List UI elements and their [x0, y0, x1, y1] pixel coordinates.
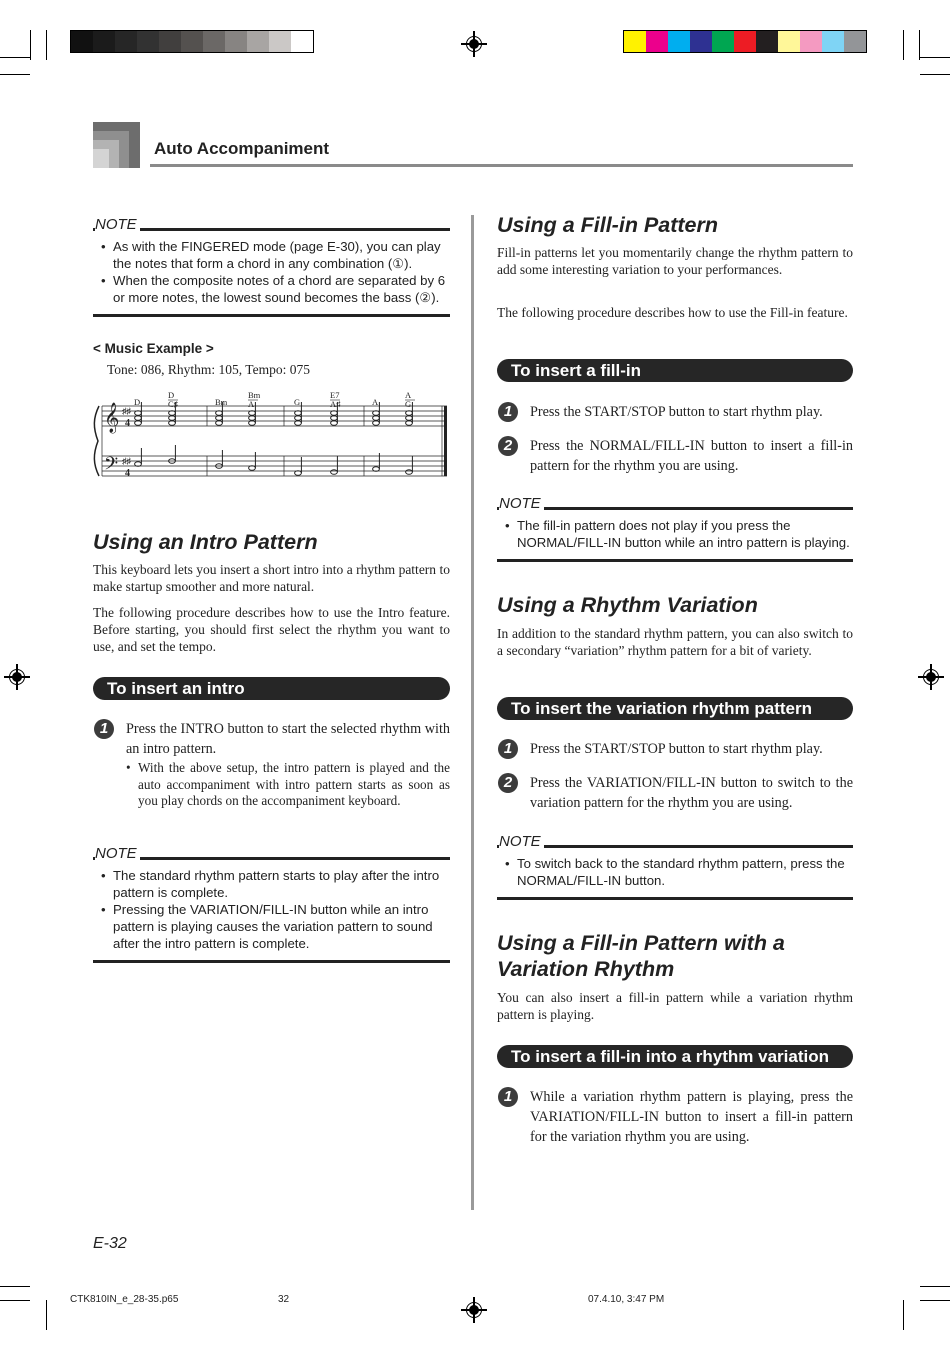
step-text: Press the INTRO button to start the selected rhythm with an intro pattern. [126, 721, 450, 757]
note-head [295, 416, 302, 421]
note-head [249, 421, 256, 426]
note-head [406, 416, 413, 421]
calibration-swatch [712, 31, 734, 52]
procedure-bar-variation: To insert the variation rhythm pattern [497, 697, 853, 720]
step-subnote-text: With the above setup, the intro pattern is played and the auto accompaniment with intro pattern starts as soon as you play chords on the accompaniment keyboard. [138, 760, 450, 808]
calibration-swatch [71, 31, 93, 52]
svg-text:𝄢: 𝄢 [104, 454, 119, 479]
registration-mark-icon [4, 664, 30, 690]
chord-bass-label: A [248, 399, 255, 409]
note-head [135, 421, 142, 426]
note-head [373, 416, 380, 421]
note-item: • Pressing the VARIATION/FILL-IN button while an intro pattern is playing causes the variation pattern to sound after the intro pattern is complete. [93, 901, 450, 952]
bass-note-head [331, 470, 338, 475]
chord-bass-label: G [405, 399, 412, 409]
note-head [249, 411, 256, 416]
chord-label: D [134, 397, 141, 407]
calibration-swatch [800, 31, 822, 52]
bass-note-head [249, 466, 256, 471]
note-head [406, 411, 413, 416]
note-head [331, 411, 338, 416]
bass-note-head [373, 467, 380, 472]
section-heading-intro: Using an Intro Pattern [93, 530, 318, 554]
fillin-paragraph: The following procedure describes how to use the Fill-in feature. [497, 305, 848, 320]
note-head [373, 421, 380, 426]
step-number-icon: 2 [498, 773, 518, 793]
chord-label: E7 [330, 390, 340, 400]
variation-paragraph: In addition to the standard rhythm pattern, you can also switch to a secondary “variation” rhythm pattern for a bit of variety. [497, 626, 853, 658]
note-item: • As with the FINGERED mode (page E-30), you can play the notes that form a chord in any combination (①). [93, 238, 450, 272]
chord-label: A [405, 390, 412, 400]
note-head [135, 411, 142, 416]
chord-label: D [168, 390, 175, 400]
music-example-label: < Music Example > [93, 341, 214, 356]
note-head [216, 416, 223, 421]
calibration-swatch [646, 31, 668, 52]
intro-paragraph: This keyboard lets you insert a short intro into a rhythm pattern to make startup smoother and more natural. [93, 562, 450, 594]
calibration-swatch [756, 31, 778, 52]
note-box [93, 845, 450, 963]
calibration-swatch [844, 31, 866, 52]
bass-note-head [406, 470, 413, 475]
svg-text:♯♯: ♯♯ [122, 456, 131, 466]
chord-bass-label: C♯ [168, 399, 178, 409]
calibration-swatch [668, 31, 690, 52]
note-head [135, 416, 142, 421]
step-text: While a variation rhythm pattern is playing, press the VARIATION/FILL-IN button to insert a fill-in pattern for the variation rhythm you are using. [530, 1089, 853, 1145]
calibration-swatch [93, 31, 115, 52]
slug-file: CTK810IN_e_28-35.p65 [70, 1294, 179, 1305]
calibration-swatch [181, 31, 203, 52]
calibration-swatch [690, 31, 712, 52]
svg-text:𝄞: 𝄞 [104, 403, 120, 433]
bass-note-head [295, 471, 302, 476]
svg-text:♯♯: ♯♯ [122, 406, 131, 416]
step-subnote: • With the above setup, the intro pattern is played and the auto accompaniment with intro pattern starts as soon as you play chords on the accompaniment keyboard. [126, 760, 450, 808]
note-head [373, 411, 380, 416]
note-head [216, 411, 223, 416]
fill-variation-paragraph: You can also insert a fill-in pattern while a variation rhythm pattern is playing. [497, 990, 853, 1022]
step-number-icon: 1 [498, 1087, 518, 1107]
gray-calibration-strip [70, 30, 314, 53]
intro-paragraph: The following procedure describes how to use the Intro feature. Before starting, you should first select the rhythm you want to use, and set the tempo. [93, 605, 450, 654]
step-number-icon: 1 [498, 402, 518, 422]
section-heading-fillin: Using a Fill-in Pattern [497, 213, 718, 237]
registration-mark-icon [918, 664, 944, 690]
calibration-swatch [225, 31, 247, 52]
chord-label: Bm [215, 397, 228, 407]
note-head [406, 421, 413, 426]
section-marker-icon [93, 122, 140, 168]
page-number: E-32 [93, 1235, 127, 1252]
note-box [497, 495, 853, 562]
bass-note-head [135, 462, 142, 467]
calibration-swatch [247, 31, 269, 52]
note-head [331, 416, 338, 421]
calibration-swatch [778, 31, 800, 52]
procedure-bar-fillin: To insert a fill-in [497, 359, 853, 382]
chord-label: Bm [248, 390, 261, 400]
note-head [216, 421, 223, 426]
registration-mark-icon [461, 31, 487, 57]
note-head [249, 416, 256, 421]
svg-text:4: 4 [125, 418, 130, 429]
procedure-bar-fill-variation: To insert a fill-in into a rhythm variation [497, 1045, 853, 1068]
calibration-swatch [137, 31, 159, 52]
calibration-swatch [115, 31, 137, 52]
note-item: • To switch back to the standard rhythm pattern, press the NORMAL/FILL-IN button. [497, 855, 853, 889]
column-divider [471, 215, 474, 1210]
section-heading-fill-variation: Using a Fill-in Pattern with a Variation Rhythm [497, 931, 785, 981]
calibration-swatch [269, 31, 291, 52]
calibration-swatch [159, 31, 181, 52]
note-item: • When the composite notes of a chord are separated by 6 or more notes, the lowest sound becomes the bass (②). [93, 272, 450, 306]
page-title: Auto Accompaniment [154, 139, 330, 158]
chord-label: A [372, 397, 379, 407]
calibration-swatch [203, 31, 225, 52]
calibration-swatch [291, 31, 313, 52]
calibration-swatch [822, 31, 844, 52]
header-rule [150, 164, 853, 167]
note-head [295, 411, 302, 416]
calibration-swatch [734, 31, 756, 52]
note-head [295, 421, 302, 426]
note-label: NOTE [499, 495, 544, 512]
note-head [169, 416, 176, 421]
calibration-swatch [624, 31, 646, 52]
step-number-icon: 2 [498, 436, 518, 456]
step-text: Press the VARIATION/FILL-IN button to switch to the variation pattern for the rhythm you are using. [530, 775, 853, 811]
note-item: • The fill-in pattern does not play if you press the NORMAL/FILL-IN button while an intro pattern is playing. [497, 517, 853, 551]
fillin-paragraph: Fill-in patterns let you momentarily change the rhythm pattern to add some interesting variation to your performances. [497, 245, 853, 277]
note-head [169, 421, 176, 426]
registration-mark-icon [461, 1297, 487, 1323]
step-number-icon: 1 [498, 739, 518, 759]
step-text: Press the START/STOP button to start rhythm play. [530, 404, 823, 420]
svg-text:4: 4 [125, 468, 130, 479]
note-box [497, 833, 853, 900]
section-heading-variation: Using a Rhythm Variation [497, 593, 758, 617]
chord-bass-label: A♯ [330, 399, 341, 409]
chord-label: G [294, 397, 301, 407]
note-head [331, 421, 338, 426]
color-calibration-strip [623, 30, 867, 53]
note-label: NOTE [499, 833, 544, 850]
step-text: Press the START/STOP button to start rhythm play. [530, 741, 823, 757]
procedure-bar-intro: To insert an intro [93, 677, 450, 700]
slug-date: 07.4.10, 3:47 PM [588, 1294, 665, 1305]
note-item: • The standard rhythm pattern starts to play after the intro pattern is complete. [93, 867, 450, 901]
note-label: NOTE [95, 845, 140, 862]
step-number-icon: 1 [94, 719, 114, 739]
note-label: NOTE [95, 216, 140, 233]
music-score [92, 388, 452, 484]
note-head [169, 411, 176, 416]
step-text: Press the NORMAL/FILL-IN button to insert a fill-in pattern for the rhythm you are using. [530, 438, 853, 474]
music-example-settings: Tone: 086, Rhythm: 105, Tempo: 075 [107, 362, 310, 377]
note-box [93, 216, 450, 317]
slug-page: 32 [278, 1294, 290, 1305]
